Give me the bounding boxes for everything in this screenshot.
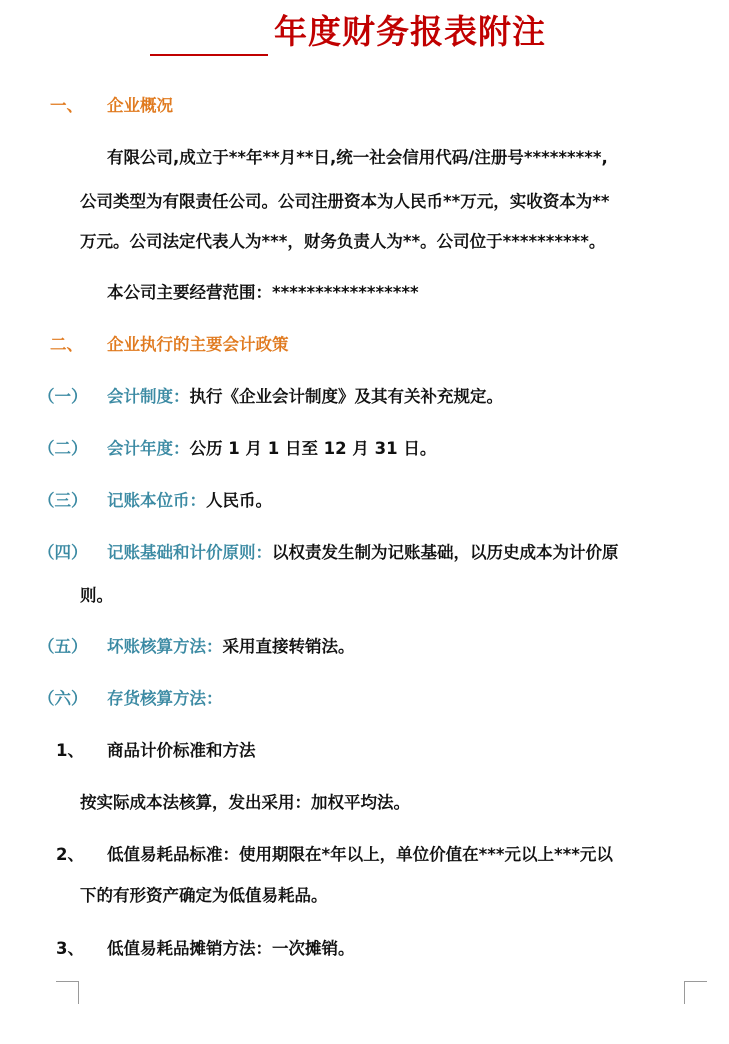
company-name-blank — [150, 14, 268, 56]
business-scope: 本公司主要经营范围：***************** — [107, 283, 419, 302]
section-number: 二、 — [50, 335, 83, 354]
item-text: 低值易耗品摊销方法：一次摊销。 — [107, 939, 355, 958]
policy-label: 坏账核算方法： — [107, 637, 223, 656]
overview-line-1: 有限公司,成立于**年**月**日,统一社会信用代码/注册号*********, — [107, 148, 608, 167]
policy-label: 记账基础和计价原则： — [107, 543, 272, 562]
policy-number: （二） — [38, 439, 88, 458]
item-text: 商品计价标准和方法 — [107, 741, 256, 760]
policy-label: 记账本位币： — [107, 491, 206, 510]
policy-text: 采用直接转销法。 — [222, 637, 355, 656]
policy-number: （一） — [38, 387, 88, 406]
document-title — [150, 6, 610, 56]
page-corner-mark-right — [684, 981, 707, 1004]
item-number: 2、 — [56, 845, 84, 864]
section-title: 企业执行的主要会计政策 — [107, 335, 289, 354]
policy-text: 人民币。 — [206, 491, 272, 510]
policy-number: （三） — [38, 491, 88, 510]
inventory-item-1-detail: 按实际成本法核算，发出采用：加权平均法。 — [80, 793, 410, 812]
overview-line-2: 公司类型为有限责任公司。公司注册资本为人民币**万元，实收资本为** — [80, 192, 610, 211]
policy-label: 会计年度： — [107, 439, 190, 458]
policy-label: 存货核算方法： — [107, 689, 223, 708]
item-number: 3、 — [56, 939, 84, 958]
item-number: 1、 — [56, 741, 84, 760]
overview-line-3: 万元。公司法定代表人为***，财务负责人为**。公司位于**********。 — [80, 232, 606, 251]
policy-text: 以权责发生制为记账基础，以历史成本为计价原 — [272, 543, 619, 562]
policy-number: （五） — [38, 637, 88, 656]
policy-label: 会计制度： — [107, 387, 190, 406]
policy-number: （四） — [38, 543, 88, 562]
policy-number: （六） — [38, 689, 88, 708]
inventory-item-2-continued: 下的有形资产确定为低值易耗品。 — [80, 886, 328, 905]
section-number: 一、 — [50, 96, 83, 115]
page-corner-mark-left — [56, 981, 79, 1004]
title-text: 年度财务报表附注 — [274, 12, 546, 51]
policy-item-4-continued: 则。 — [80, 586, 113, 605]
policy-text: 执行《企业会计制度》及其有关补充规定。 — [189, 387, 503, 406]
section-title: 企业概况 — [107, 96, 173, 115]
policy-text: 公历 1 月 1 日至 12 月 31 日。 — [189, 439, 437, 458]
item-text: 低值易耗品标准：使用期限在*年以上，单位价值在***元以上***元以 — [107, 845, 613, 864]
